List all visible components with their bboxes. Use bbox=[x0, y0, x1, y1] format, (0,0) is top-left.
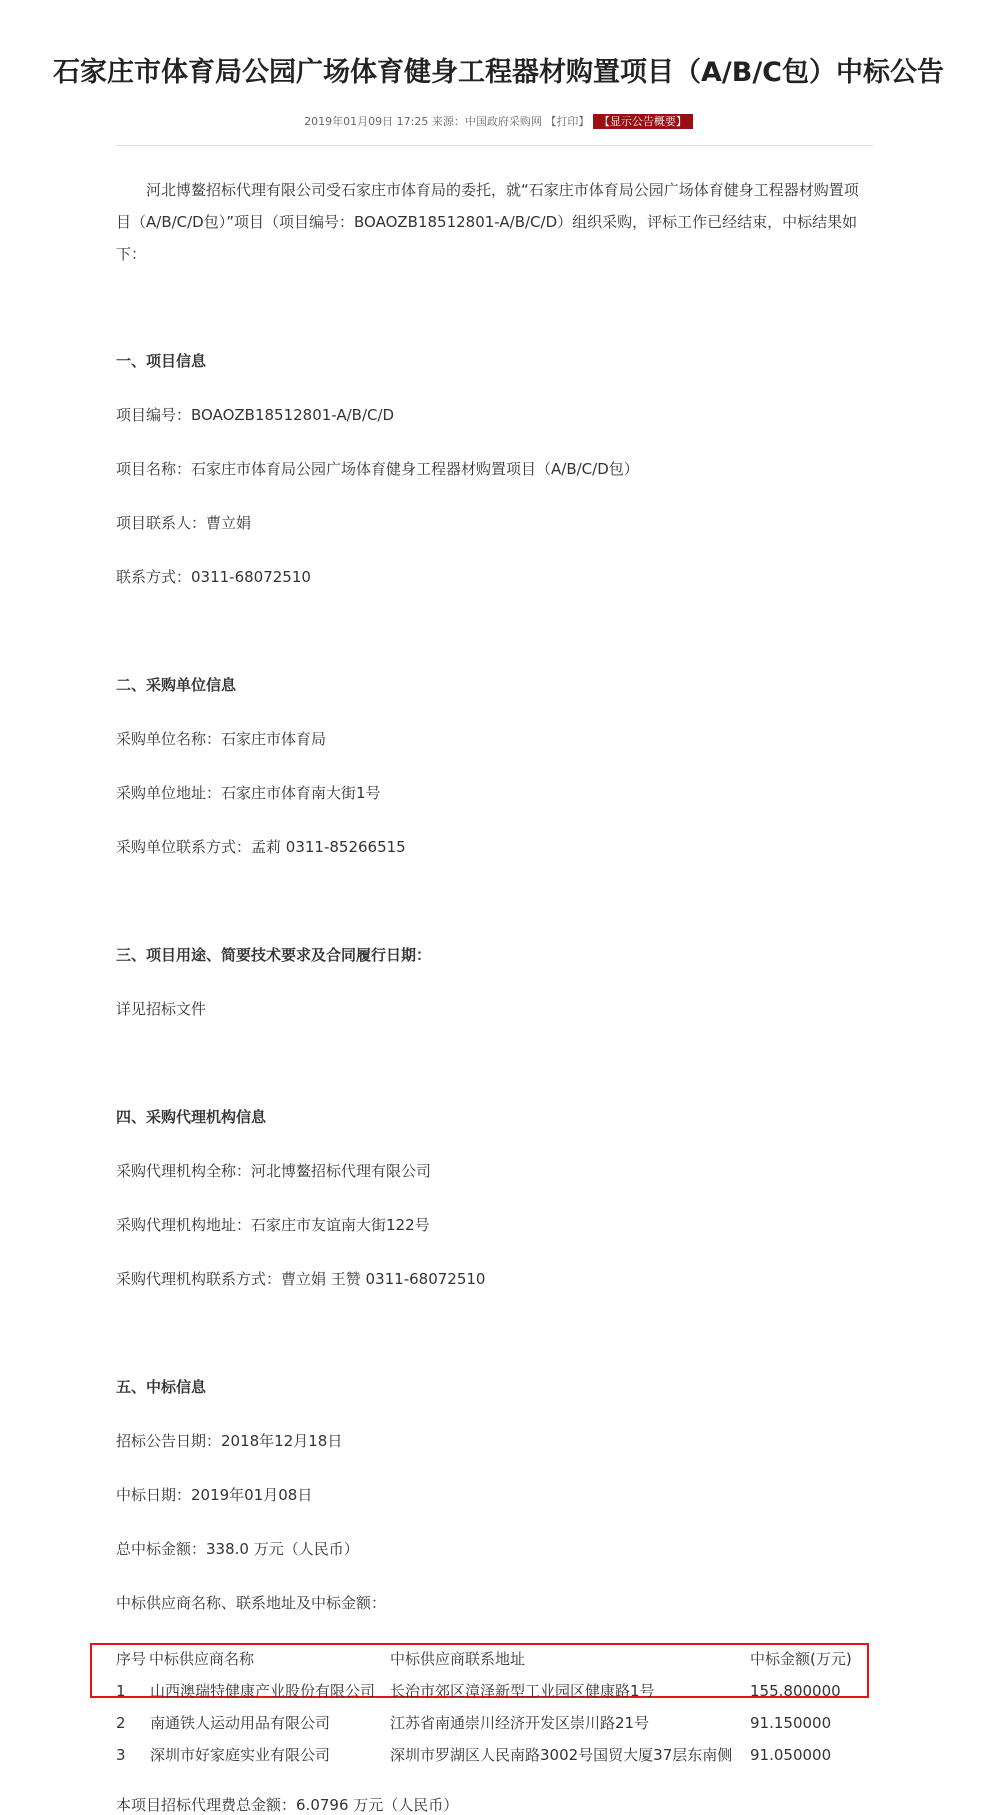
header-supplier: 中标供应商名称 bbox=[149, 1650, 255, 1668]
row-address: 长治市郊区漳泽新型工业园区健康路1号 bbox=[390, 1682, 655, 1700]
header-no: 序号 bbox=[116, 1650, 147, 1668]
section-heading-purchaser: 二、采购单位信息 bbox=[116, 676, 237, 694]
row-no: 2 bbox=[116, 1714, 126, 1732]
agency-contact: 采购代理机构联系方式：曹立娟 王赞 0311-68072510 bbox=[116, 1270, 486, 1288]
row-amount: 155.800000 bbox=[750, 1682, 841, 1700]
row-supplier: 深圳市好家庭实业有限公司 bbox=[150, 1746, 331, 1764]
agency-fee-total: 本项目招标代理费总金额：6.0796 万元（人民币） bbox=[116, 1796, 459, 1814]
purchaser-address: 采购单位地址：石家庄市体育南大街1号 bbox=[116, 784, 381, 802]
section-heading-usage: 三、项目用途、简要技术要求及合同履行日期： bbox=[116, 946, 432, 964]
row-address: 深圳市罗湖区人民南路3002号国贸大厦37层东南侧 bbox=[390, 1746, 733, 1764]
total-award-amount: 总中标金额：338.0 万元（人民币） bbox=[116, 1540, 359, 1558]
project-name: 项目名称：石家庄市体育局公园广场体育健身工程器材购置项目（A/B/C/D包） bbox=[116, 460, 639, 478]
agency-address: 采购代理机构地址：石家庄市友谊南大街122号 bbox=[116, 1216, 430, 1234]
intro-paragraph: 河北博鳌招标代理有限公司受石家庄市体育局的委托，就“石家庄市体育局公园广场体育健身工程器材购置项目（A/B/C/D包）”项目（项目编号：BOAOZB18512801-A/B/C/D）组织采购，评标工作已经结束，中标结果如下： bbox=[116, 181, 859, 263]
row-supplier: 南通铁人运动用品有限公司 bbox=[150, 1714, 331, 1732]
award-date: 中标日期：2019年01月08日 bbox=[116, 1486, 313, 1504]
purchaser-name: 采购单位名称：石家庄市体育局 bbox=[116, 730, 327, 748]
row-no: 3 bbox=[116, 1746, 126, 1764]
supplier-list-caption: 中标供应商名称、联系地址及中标金额： bbox=[116, 1594, 387, 1612]
article-meta bbox=[0, 113, 997, 129]
agency-name: 采购代理机构全称：河北博鳌招标代理有限公司 bbox=[116, 1162, 432, 1180]
row-address: 江苏省南通崇川经济开发区崇川路21号 bbox=[390, 1714, 650, 1732]
title-divider bbox=[116, 145, 873, 146]
section-heading-agency: 四、采购代理机构信息 bbox=[116, 1108, 267, 1126]
header-amount: 中标金额(万元) bbox=[750, 1650, 852, 1668]
page-title: 石家庄市体育局公园广场体育健身工程器材购置项目（A/B/C包）中标公告 bbox=[52, 57, 944, 88]
purchaser-contact: 采购单位联系方式：孟莉 0311-85266515 bbox=[116, 838, 406, 856]
usage-detail: 详见招标文件 bbox=[116, 1000, 207, 1018]
row-supplier: 山西澳瑞特健康产业股份有限公司 bbox=[150, 1682, 376, 1700]
show-summary-button[interactable]: 【显示公告概要】 bbox=[593, 114, 693, 129]
print-link[interactable]: 【打印】 bbox=[545, 115, 590, 128]
section-heading-project-info: 一、项目信息 bbox=[116, 352, 207, 370]
header-address: 中标供应商联系地址 bbox=[390, 1650, 526, 1668]
row-amount: 91.150000 bbox=[750, 1714, 832, 1732]
section-heading-award: 五、中标信息 bbox=[116, 1378, 207, 1396]
project-number: 项目编号：BOAOZB18512801-A/B/C/D bbox=[116, 406, 395, 424]
project-contact: 项目联系人：曹立娟 bbox=[116, 514, 252, 532]
publish-info: 2019年01月09日 17:25 来源：中国政府采购网 bbox=[304, 115, 546, 128]
row-amount: 91.050000 bbox=[750, 1746, 832, 1764]
tender-notice-date: 招标公告日期：2018年12月18日 bbox=[116, 1432, 343, 1450]
project-phone: 联系方式：0311-68072510 bbox=[116, 568, 311, 586]
row-no: 1 bbox=[116, 1682, 126, 1700]
